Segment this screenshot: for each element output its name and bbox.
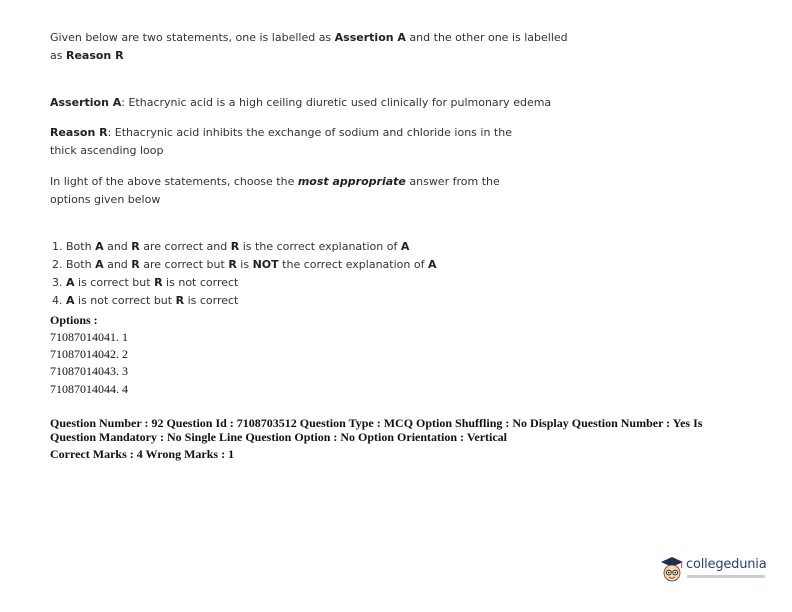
choice-text-part: R [175,294,185,307]
choice-text-part: are correct but [139,258,229,271]
assertion-text: : Ethacrynic acid is a high ceiling diuretic used clinically for pulmonary edema [121,96,552,109]
question-meta: Question Number : 92 Question Id : 7108703512 Question Type : MCQ Option Shuffling : No Display Question Number : Yes Is Question Mandatory : No Single Line Question Option : No Option Orientation : Vertical [50,416,703,444]
instruction-prefix: In light of the above statements, choose the [50,175,298,188]
choice-text-part: A [95,240,104,253]
choice-text-part: is not correct [162,276,239,289]
choice-text-part: is not correct but [74,294,176,307]
choice-text-part: is the correct explanation of [239,240,401,253]
logo-brand-text: collegedunia [686,557,767,572]
choice-text-part: is [236,258,253,271]
choice-text-part: R [131,240,140,253]
option-code-2: 71087014042. 2 [50,347,128,362]
choice-number: 3. [52,276,66,289]
choice-text-part: R [228,258,237,271]
choice-text-part: the correct explanation of [278,258,428,271]
instruction-emphasis: most appropriate [297,175,406,188]
choice-number: 4. [52,294,66,307]
choice-text-part: A [427,258,437,271]
choice-text-part: and [103,258,132,271]
choice-text-part: Both [66,258,96,271]
choice-text-part: A [400,240,410,253]
instruction-paragraph [50,173,530,209]
choice-text-part: R [154,276,163,289]
option-codes [50,329,128,398]
intro-reason-label: Reason R [65,49,124,62]
choice-text-part: is correct [184,294,239,307]
answer-choices [52,238,436,310]
answer-choice-1 [52,238,436,256]
intro-middle: and the other one is labelled as [50,31,568,62]
choice-number: 2. [52,258,66,271]
intro-prefix: Given below are two statements, one is labelled as [50,31,335,44]
assertion-statement [50,94,570,112]
collegedunia-logo [660,556,770,586]
instruction-suffix: answer from the options given below [50,175,500,206]
reason-text: : Ethacrynic acid inhibits the exchange of sodium and chloride ions in the thick ascending loop [50,126,512,157]
marks-info: Correct Marks : 4 Wrong Marks : 1 [50,447,235,461]
option-code-1: 71087014041. 1 [50,330,128,344]
choice-text-part: Both [66,240,96,253]
option-code-4: 71087014044. 4 [50,381,128,396]
answer-choice-2 [52,256,436,274]
logo-tagline-bar [687,575,765,578]
answer-choice-4 [52,292,436,310]
choice-text-part: A [95,258,104,271]
graduate-mascot-icon [660,556,684,584]
choice-text-part: are correct and [139,240,231,253]
choice-text-part: is correct but [74,276,155,289]
answer-choice-3 [52,274,436,292]
intro-assertion-label: Assertion A [334,31,406,44]
choice-number: 1. [52,240,66,253]
choice-text-part: R [230,240,240,253]
choice-text-part: A [66,294,75,307]
option-code-3: 71087014043. 3 [50,364,128,379]
choice-text-part: A [66,276,75,289]
options-heading: Options : [50,313,98,327]
reason-statement [50,124,530,160]
choice-text-part: and [103,240,132,253]
reason-label: Reason R [50,126,108,139]
choice-text-part: R [131,258,140,271]
intro-paragraph [50,29,570,65]
assertion-label: Assertion A [50,96,122,109]
choice-text-part: NOT [252,258,279,271]
